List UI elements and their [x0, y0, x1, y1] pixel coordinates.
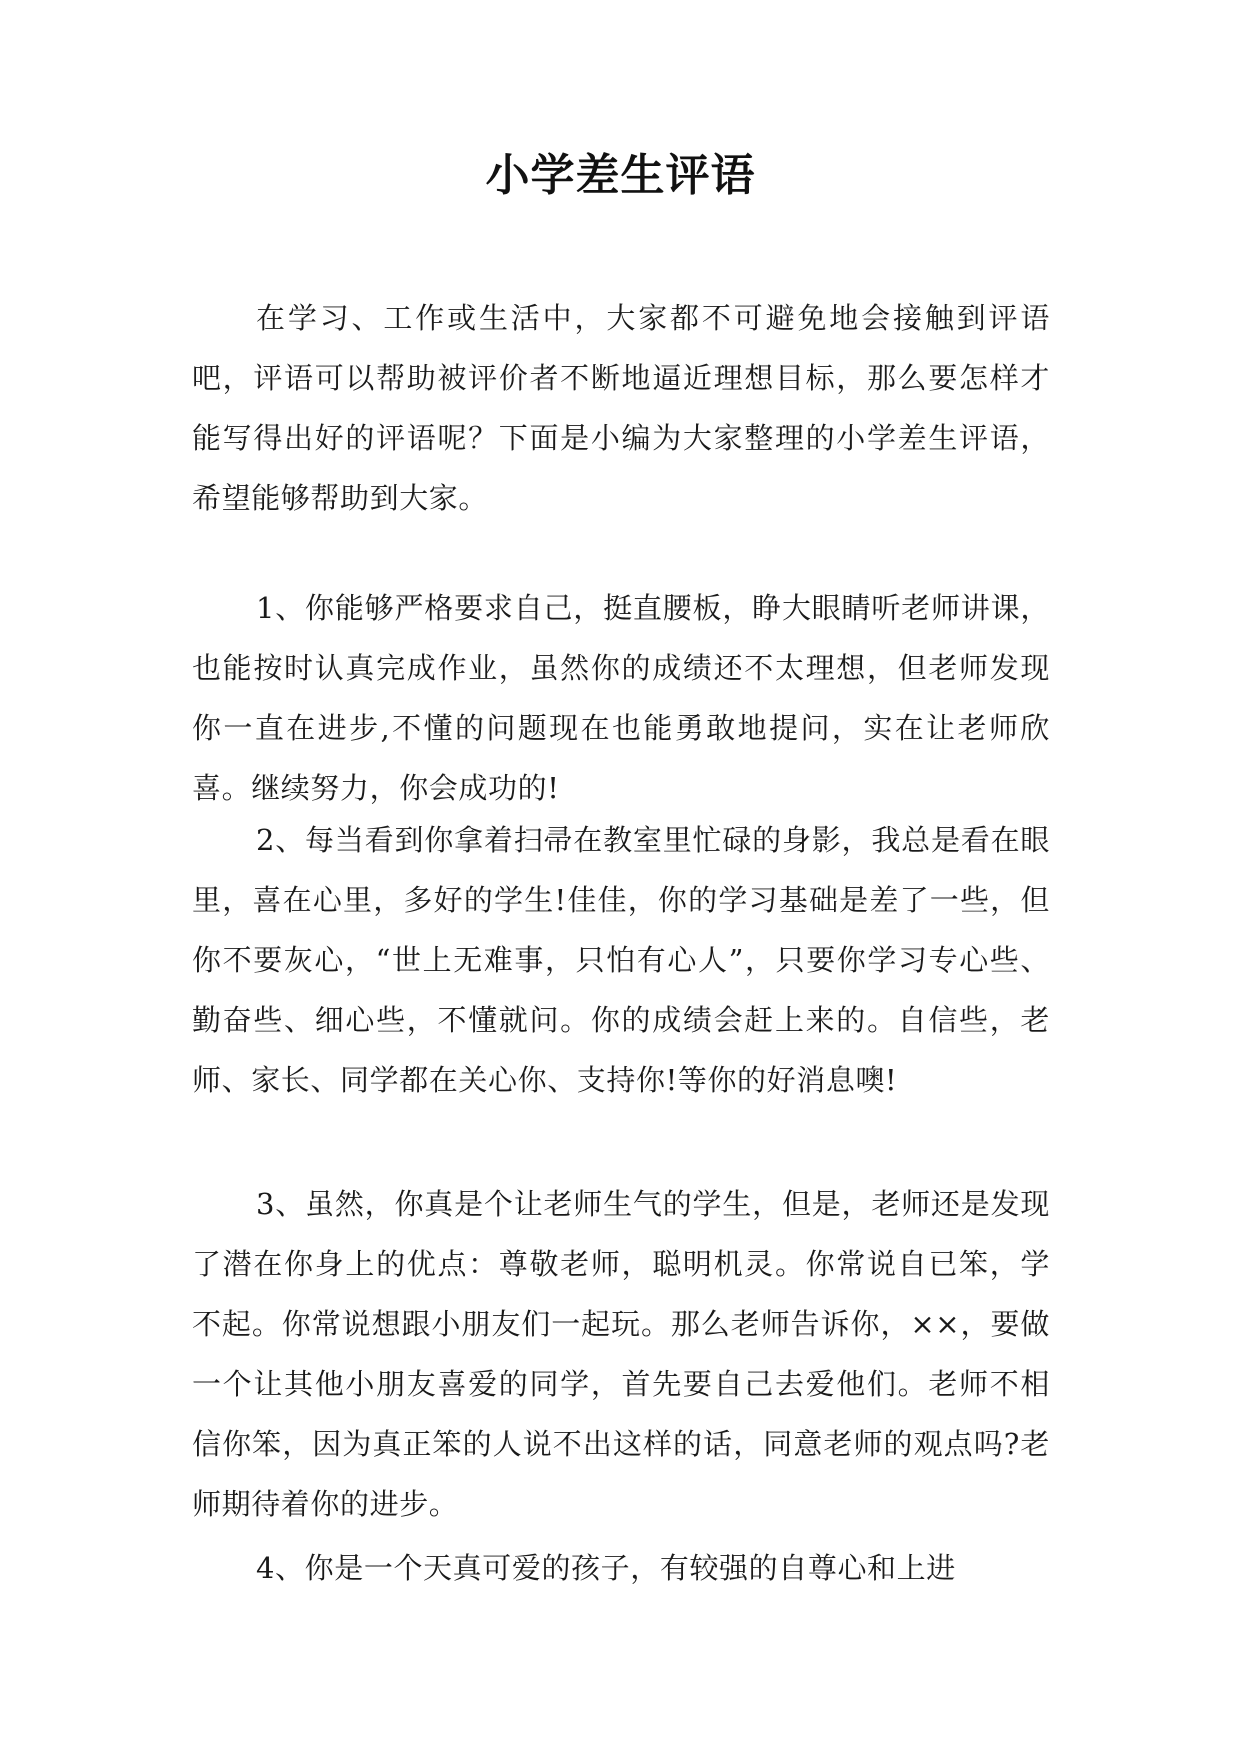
- document-title: 小学差生评语: [485, 150, 756, 201]
- comment-paragraph-3: 3、虽然，你真是个让老师生气的学生，但是，老师还是发现了潜在你身上的优点：尊敬老师，聪明机灵。你常说自已笨，学不起。你常说想跟小朋友们一起玩。那么老师告诉你，××，要做一个让其他小朋友喜爱的同学，首先要自己去爱他们。老师不相信你笨，因为真正笨的人说不出这样的话，同意老师的观点吗?老师期待着你的进步。: [192, 1187, 1050, 1521]
- comment-paragraph-4: 4、你是一个天真可爱的孩子，有较强的自尊心和上进: [256, 1551, 956, 1585]
- comment-paragraph-2: 2、每当看到你拿着扫帚在教室里忙碌的身影，我总是看在眼里，喜在心里，多好的学生!佳佳，你的学习基础是差了一些，但你不要灰心，“世上无难事，只怕有心人”，只要你学习专心些、勤奋些、细心些，不懂就问。你的成绩会赶上来的。自信些，老师、家长、同学都在关心你、支持你!等你的好消息噢!: [192, 823, 1050, 1097]
- intro-paragraph: 在学习、工作或生活中，大家都不可避免地会接触到评语吧，评语可以帮助被评价者不断地逼近理想目标，那么要怎样才能写得出好的评语呢？下面是小编为大家整理的小学差生评语，希望能够帮助到大家。: [192, 301, 1050, 515]
- comment-paragraph-1: 1、你能够严格要求自己，挺直腰板，睁大眼睛听老师讲课，也能按时认真完成作业，虽然你的成绩还不太理想，但老师发现你一直在进步,不懂的问题现在也能勇敢地提问，实在让老师欣喜。继续努力，你会成功的!: [192, 591, 1050, 805]
